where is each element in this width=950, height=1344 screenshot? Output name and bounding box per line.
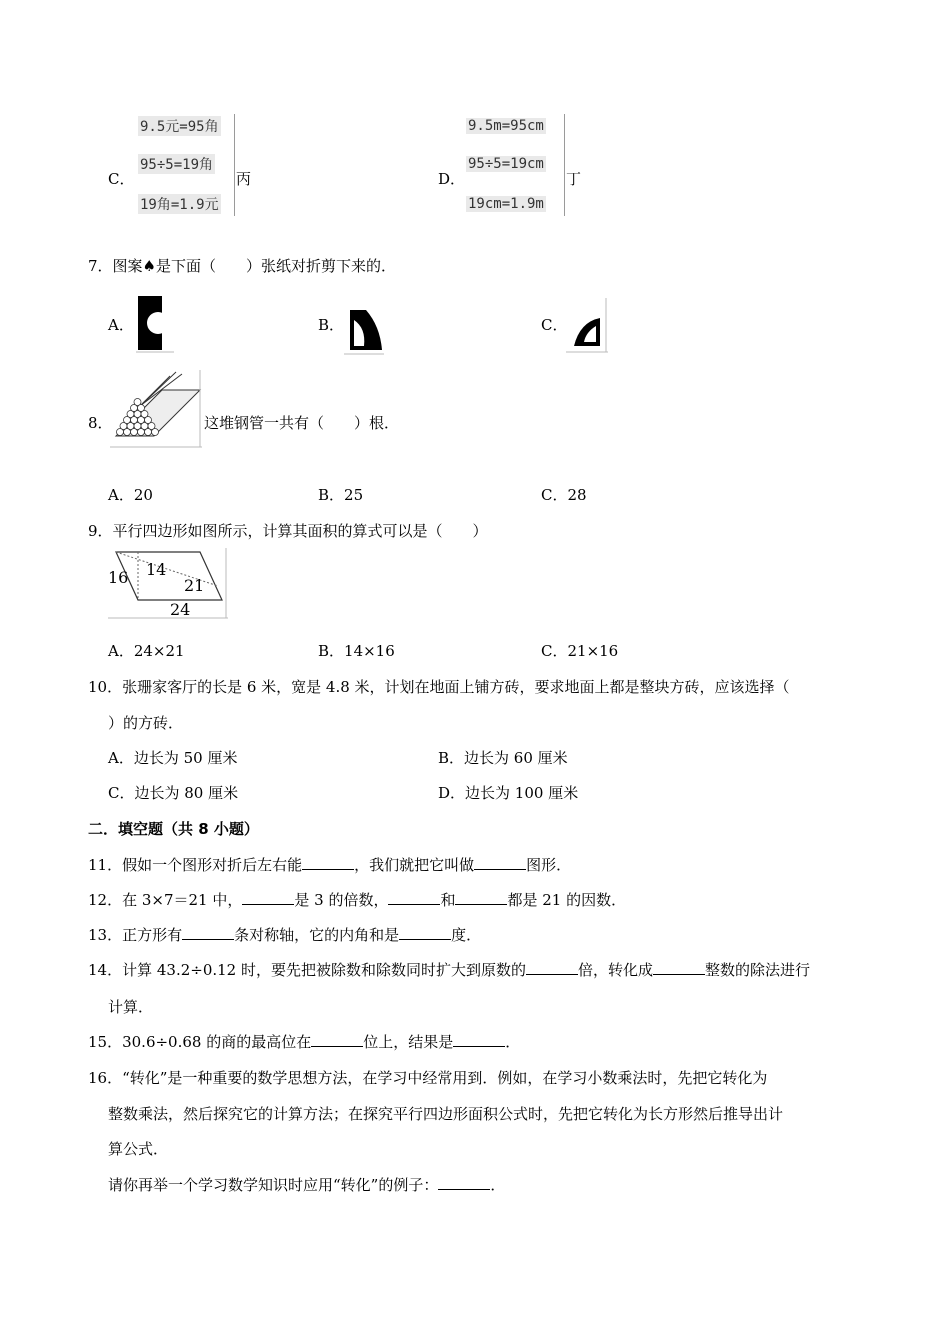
q6-option-c-label: C． xyxy=(108,170,135,188)
answer-blank[interactable] xyxy=(388,890,440,905)
q12 xyxy=(88,889,626,910)
q16-line2: 整数乘法，然后探究它的计算方法；在探究平行四边形面积公式时，先把它转化为长方形然后推导出计 xyxy=(108,1105,784,1123)
q12-text-d: 都是 21 的因数． xyxy=(507,891,627,909)
q7-text-post: 是下面（ ）张纸对折剪下来的． xyxy=(156,257,397,275)
calc-line: 9.5m=95cm xyxy=(468,118,544,134)
q6-option-c-calc-image xyxy=(134,114,235,216)
answer-blank[interactable] xyxy=(399,925,451,940)
answer-blank[interactable] xyxy=(653,960,705,975)
q10-line1: 10．张珊家客厅的长是 6 米，宽是 4.8 米，计划在地面上铺方砖，要求地面上都是整块方砖，应该选择（ xyxy=(88,678,790,696)
q16-prompt: 请你再举一个学习数学知识时应用“转化”的例子： xyxy=(108,1176,439,1194)
answer-blank[interactable] xyxy=(242,890,294,905)
q7-option-c-paper-icon xyxy=(566,298,608,354)
q12-text-a: 12．在 3×7＝21 中， xyxy=(88,891,243,909)
q8-option-c: C．28 xyxy=(541,486,587,504)
q14-text-c: 整数的除法进行 xyxy=(705,961,811,979)
q7-option-a-paper-icon xyxy=(136,294,174,356)
q11-text-c: 图形． xyxy=(526,856,572,874)
q13 xyxy=(88,924,481,945)
q14-text-a: 14．计算 43.2÷0.12 时，要先把被除数和除数同时扩大到原数的 xyxy=(88,961,526,979)
q13-text-b: 条对称轴，它的内角和是 xyxy=(234,926,400,944)
q12-text-c: 和 xyxy=(440,891,456,909)
q15 xyxy=(88,1031,520,1052)
answer-blank[interactable] xyxy=(453,1032,505,1047)
q13-text-a: 13．正方形有 xyxy=(88,926,183,944)
q10-option-d: D．边长为 100 厘米 xyxy=(438,784,579,802)
q11-text-b: ，我们就把它叫做 xyxy=(354,856,475,874)
q7-text-pre: 7．图案 xyxy=(88,257,143,275)
label-14: 14 xyxy=(146,560,167,579)
q8-number: 8． xyxy=(88,414,113,432)
q10-option-a: A．边长为 50 厘米 xyxy=(108,749,238,767)
label-24: 24 xyxy=(170,600,191,619)
answer-blank[interactable] xyxy=(526,960,578,975)
q6-option-d-label: D． xyxy=(438,170,466,188)
answer-blank[interactable] xyxy=(311,1032,363,1047)
q7-option-b-paper-icon xyxy=(344,306,384,356)
q15-text-a: 15．30.6÷0.68 的商的最高位在 xyxy=(88,1033,312,1051)
q10-option-c: C．边长为 80 厘米 xyxy=(108,784,239,802)
q7-question xyxy=(88,255,396,276)
q10-option-b: B．边长为 60 厘米 xyxy=(438,749,568,767)
q8-question: 这堆钢管一共有（ ）根． xyxy=(204,414,400,432)
q12-text-b: 是 3 的倍数， xyxy=(294,891,389,909)
q14-text-b: 倍，转化成 xyxy=(578,961,654,979)
q11 xyxy=(88,854,571,875)
q9-option-c: C．21×16 xyxy=(541,642,619,660)
q11-text-a: 11．假如一个图形对折后左右能 xyxy=(88,856,303,874)
calc-line: 9.5元=95角 xyxy=(138,116,221,136)
calc-line: 95÷5=19cm xyxy=(468,156,544,172)
label-21: 21 xyxy=(184,576,205,595)
answer-blank[interactable] xyxy=(182,925,234,940)
q7-option-b-label: B． xyxy=(318,316,345,334)
q6-option-c-suffix: 丙 xyxy=(236,170,252,188)
q9-parallelogram-figure xyxy=(108,548,226,618)
answer-blank[interactable] xyxy=(455,890,507,905)
q14-line2: 计算． xyxy=(108,998,154,1016)
q8-steel-pipes-image xyxy=(110,370,202,448)
q16-line3: 算公式． xyxy=(108,1140,169,1158)
q7-option-a-label: A． xyxy=(108,316,134,334)
calc-line: 19cm=1.9m xyxy=(468,196,544,212)
q9-question: 9．平行四边形如图所示，计算其面积的算式可以是（ ） xyxy=(88,522,488,540)
q10-line2: ）的方砖． xyxy=(108,714,184,732)
q8-option-a: A．20 xyxy=(108,486,153,504)
q16-line1: 16．“转化”是一种重要的数学思想方法，在学习中经常用到．例如，在学习小数乘法时，先把它转化为 xyxy=(88,1069,768,1087)
q8-option-b: B．25 xyxy=(318,486,364,504)
calc-line: 19角=1.9元 xyxy=(138,194,221,214)
calc-line: 95÷5=19角 xyxy=(138,154,215,174)
label-16: 16 xyxy=(108,568,129,587)
q6-option-d-calc-image xyxy=(462,114,565,216)
answer-blank[interactable] xyxy=(438,1175,490,1190)
q15-text-c: ． xyxy=(505,1033,521,1051)
q16-end: ． xyxy=(490,1176,506,1194)
q15-text-b: 位上，结果是 xyxy=(363,1033,454,1051)
q7-option-c-label: C． xyxy=(541,316,568,334)
section-2-title: 二．填空题（共 8 小题） xyxy=(88,820,259,838)
spade-icon: ♠ xyxy=(142,257,156,275)
q16-line4 xyxy=(108,1174,505,1195)
q14 xyxy=(88,959,810,980)
q9-option-b: B．14×16 xyxy=(318,642,395,660)
q9-option-a: A．24×21 xyxy=(108,642,185,660)
answer-blank[interactable] xyxy=(474,855,526,870)
q13-text-c: 度． xyxy=(451,926,482,944)
q6-option-d-suffix: 丁 xyxy=(566,170,582,188)
answer-blank[interactable] xyxy=(302,855,354,870)
